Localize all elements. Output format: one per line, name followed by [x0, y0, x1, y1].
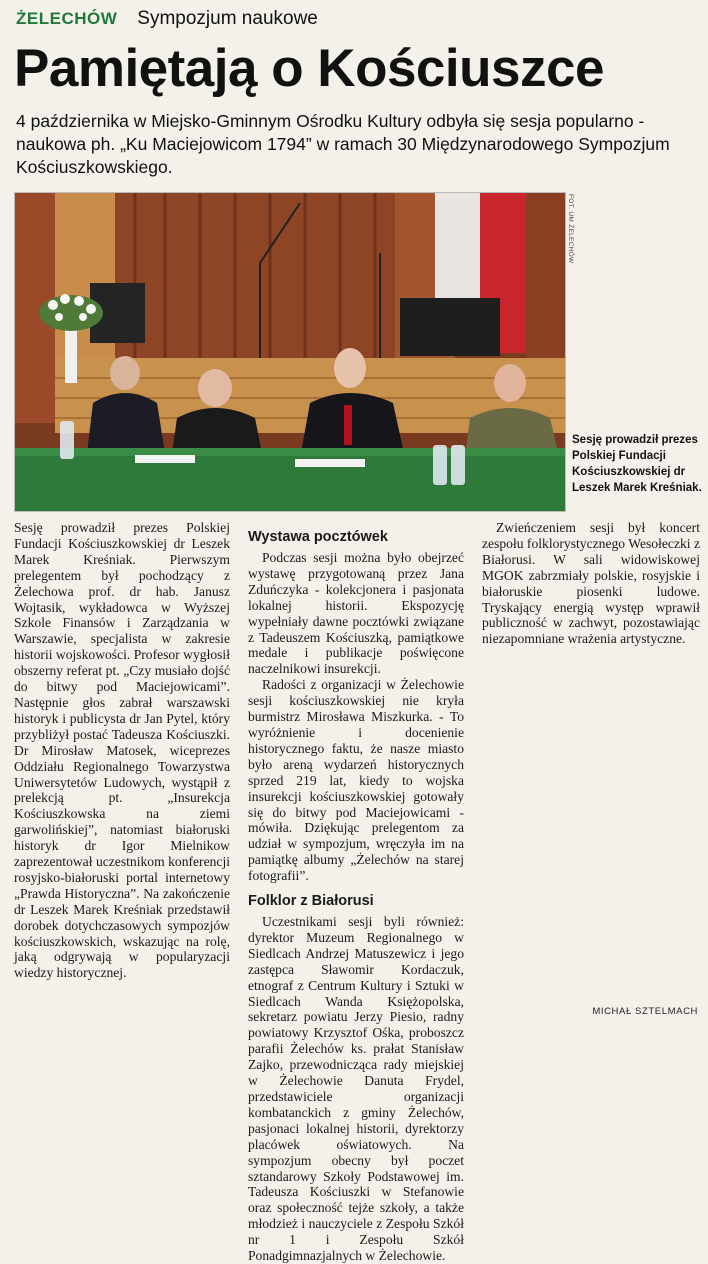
- headline: Pamiętają o Kościuszce: [14, 39, 604, 98]
- article-column-1: [14, 520, 230, 981]
- section-heading-exhibition: Wystawa pocztówek: [248, 529, 388, 545]
- lead-paragraph: 4 października w Miejsko-Gminnym Ośrodku Kultury odbyła się sesja popularno -naukowa ph. „Ku Maciejowicom 1794” w ramach 30 Międzynarodowego Sympozjum Kościuszkowskiego.: [16, 111, 670, 177]
- article-paragraph: Sesję prowadził prezes Polskiej Fundacji Kościuszkowskiej dr Leszek Marek Kreśniak. Pierwszym prelegentem był pochodzący z Żelechowa prof. dr hab. Janusz Wojtasik, wykładowca w Wyższej Szkole Finansów i Zarządzania w Warszawie, specjalista w zakresie historii wojskowości. Profesor wygłosił obszerny referat pt. „Czy musiało dojść do bitwy pod Maciejowicami”. Następnie głos zabrał warszawski historyk i publicysta dr Jan Pytel, który przybliżył postać Tadeusza Kościuszki. Dr Mirosław Matosek, wiceprezes Oddziału Regionalnego Towarzystwa Uniwersytetów Ludowych, wystąpił z prelekcją pt. „Insurekcja Kościuszkowska na ziemi garwolińskiej”, natomiast białoruski historyk dr Igor Mielnikow zaprezentował uczestnikom konferencji rosyjsko-białoruski portal internetowy „Prawda Historyczna”. Na zakończenie dr Leszek Marek Kreśniak przedstawił dorobek dotychczasowych sympozjów kościuszkowskich, wskazując na rolę, jaką odgrywają w popularyzacji wiedzy historycznej.: [14, 520, 230, 981]
- article-paragraph: Uczestnikami sesji byli również: dyrektor Muzeum Regionalnego w Siedlcach Andrzej Matuszewicz i jego zastępca Sławomir Kordaczuk, etnograf z Centrum Kultury i Sztuki w Siedlcach Wanda Księżopolska, sekretarz powiatu Jerzy Piesio, radny powiatowy Krzysztof Ośka, proboszcz parafii Żelechów ks. prałat Stanisław Zajko, przewodnicząca rady miejskiej w Żelechowie Danuta Frydel, przedstawiciele organizacji kombatanckich z gminy Żelechów, pasjonaci lokalnej historii, dyrektorzy placówek oświatowych. Na sympozjum obecny był poczet sztandarowy Szkoły Podstawowej im. Tadeusza Kościuszki w Stefanowie oraz społeczność tejże szkoły, a także młodzież i nauczyciele z Zespołu Szkół nr 1 i Zespołu Szkół Ponadgimnazjalnych w Żelechowie.: [248, 914, 464, 1264]
- photo-credit: FOT. UM ŻELECHÓW: [567, 194, 574, 264]
- topic-label: Sympozjum naukowe: [137, 8, 318, 29]
- article-photo: [14, 192, 566, 512]
- article-column-3: [482, 520, 700, 647]
- kicker: [16, 8, 318, 34]
- article-paragraph: Zwieńczeniem sesji był koncert zespołu folklorystycznego Wesołeczki z Białorusi. W sali widowiskowej MGOK zabrzmiały polskie, rosyjskie i białoruskie piosenki ludowe. Tryskający energią występ wprawił publiczność w zachwyt, pozostawiając niezapomniane wrażenia artystyczne.: [482, 520, 700, 647]
- author-byline: MICHAŁ SZTELMACH: [592, 1006, 698, 1017]
- article-paragraph: Radości z organizacji w Żelechowie sesji kościuszkowskiej nie kryła burmistrz Mirosława Miszkurka. - To wyróżnienie i docenienie historycznego faktu, że nasze miasto było areną wydarzeń historycznych sprzed 219 lat, kiedy to wojska insurekcji kościuszkowskiej gotowały się do bitwy pod Maciejowicami - mówiła. Dziękując prelegentom za udział w sympozjum, wręczyła im na pamiątkę albumy „Żelechów na starej fotografii”.: [248, 677, 464, 884]
- section-heading-folklore: Folklor z Białorusi: [248, 893, 374, 910]
- article-paragraph: Podczas sesji można było obejrzeć wystawę przygotowaną przez Jana Zduńczyka - kolekcjonera i pasjonata lokalnej historii. Ekspozycję wypełniały dawne pocztówki związane z Tadeuszem Kościuszką, pamiątkowe medale i publikacje poświęcone naczelnikowi insurekcji.: [248, 550, 464, 677]
- section-label: ŻELECHÓW: [16, 9, 118, 28]
- photo-caption: Sesję prowadził prezes Polskiej Fundacji Kościuszkowskiej dr Leszek Marek Kreśniak.: [572, 434, 702, 494]
- article-column-2: [248, 520, 464, 1264]
